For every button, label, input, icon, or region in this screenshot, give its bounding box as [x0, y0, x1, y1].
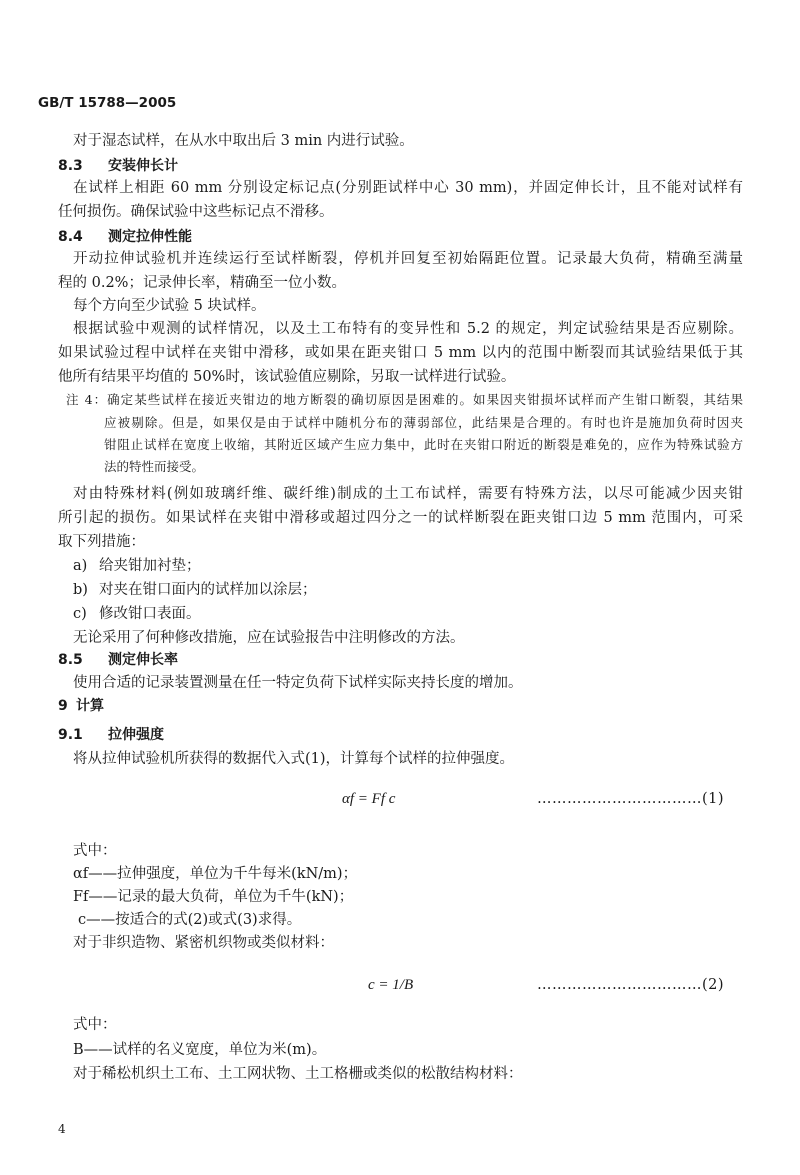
paragraph-line: 取下列措施：	[58, 534, 145, 550]
list-text: 修改钳口表面。	[99, 606, 201, 622]
list-marker: a)	[73, 558, 88, 574]
note-line: 钳阻止试样在宽度上收缩，其附近区域产生应力集中，此时在夹钳口附近的断裂是难免的，应作为特殊试验方	[104, 437, 743, 452]
where-label: 式中：	[73, 1017, 117, 1033]
list-text: 对夹在钳口面内的试样加以涂层；	[99, 582, 317, 598]
paragraph-line: 任何损伤。确保试验中这些标记点不滑移。	[58, 204, 334, 220]
section-heading-8-3	[58, 156, 178, 176]
section-heading-8-4	[58, 227, 192, 247]
formula-2: c = 1/B	[368, 977, 414, 993]
section-number: 9	[58, 698, 68, 714]
section-number: 9.1	[58, 727, 83, 743]
list-text: 给夹钳加衬垫；	[99, 558, 201, 574]
note-line: 法的特性而接受。	[104, 459, 205, 474]
note-line: 注 4：确定某些试样在接近夹钳边的地方断裂的确切原因是困难的。如果因夹钳损坏试样而产生钳口断裂，其结果	[66, 392, 743, 407]
paragraph-line: 他所有结果平均值的 50%时，该试验值应剔除，另取一试样进行试验。	[58, 369, 516, 385]
formula-1-number: ……………………………(1)	[537, 791, 725, 807]
section-title: 拉伸强度	[108, 727, 164, 743]
paragraph: 对于稀松机织土工布、土工网状物、土工格栅或类似的松散结构材料：	[73, 1066, 523, 1082]
standard-header: GB/T 15788—2005	[38, 95, 177, 111]
paragraph: 使用合适的记录装置测量在任一特定负荷下试样实际夹持长度的增加。	[73, 675, 523, 691]
definition: c——按适合的式(2)或式(3)求得。	[78, 912, 302, 928]
section-number: 8.3	[58, 158, 83, 174]
list-marker: c)	[73, 606, 87, 622]
formula-2-number: ……………………………(2)	[537, 977, 725, 993]
section-heading-8-5	[58, 650, 178, 670]
paragraph: 对于非织造物、紧密机织物或类似材料：	[73, 935, 334, 951]
section-title: 测定伸长率	[108, 652, 178, 668]
paragraph-line: 对由特殊材料(例如玻璃纤维、碳纤维)制成的土工布试样，需要有特殊方法，以尽可能减少因夹钳	[73, 486, 743, 502]
where-label: 式中：	[73, 843, 117, 859]
list-marker: b)	[73, 582, 88, 598]
section-heading-9-1	[58, 725, 164, 745]
definition: Ff——记录的最大负荷，单位为千牛(kN)；	[73, 889, 354, 905]
section-title: 计算	[76, 698, 104, 714]
definition: αf——拉伸强度，单位为千牛每米(kN/m)；	[73, 866, 358, 882]
paragraph-line: 开动拉伸试验机并连续运行至试样断裂，停机并回复至初始隔距位置。记录最大负荷，精确至满量	[73, 251, 743, 267]
list-item	[73, 604, 201, 624]
paragraph-line: 程的 0.2%；记录伸长率，精确至一位小数。	[58, 275, 346, 291]
paragraph: 每个方向至少试验 5 块试样。	[73, 298, 266, 314]
section-title: 安装伸长计	[108, 158, 178, 174]
paragraph-line: 所引起的损伤。如果试样在夹钳中滑移或超过四分之一的试样断裂在距夹钳口边 5 mm 范围内，可采	[58, 510, 743, 526]
paragraph: 无论采用了何种修改措施，应在试验报告中注明修改的方法。	[73, 630, 465, 646]
paragraph: 将从拉伸试验机所获得的数据代入式(1)，计算每个试样的拉伸强度。	[73, 751, 515, 767]
definition: B——试样的名义宽度，单位为米(m)。	[73, 1042, 327, 1058]
paragraph: 对于湿态试样，在从水中取出后 3 min 内进行试验。	[73, 133, 414, 149]
section-number: 8.4	[58, 229, 83, 245]
note-line: 应被剔除。但是，如果仅是由于试样中随机分布的薄弱部位，此结果是合理的。有时也许是施加负荷时因夹	[104, 415, 743, 430]
section-number: 8.5	[58, 652, 83, 668]
paragraph-line: 在试样上相距 60 mm 分别设定标记点(分别距试样中心 30 mm)，并固定伸长计，且不能对试样有	[73, 180, 743, 196]
section-heading-9	[58, 696, 104, 716]
list-item	[73, 556, 201, 576]
paragraph-line: 根据试验中观测的试样情况，以及土工布特有的变异性和 5.2 的规定，判定试验结果是否应剔除。	[73, 321, 743, 337]
paragraph-line: 如果试验过程中试样在夹钳中滑移，或如果在距夹钳口 5 mm 以内的范围中断裂而其试验结果低于其	[58, 345, 743, 361]
list-item	[73, 580, 317, 600]
formula-1: αf = Ff c	[342, 791, 396, 807]
section-title: 测定拉伸性能	[108, 229, 192, 245]
page-number: 4	[58, 1122, 66, 1136]
